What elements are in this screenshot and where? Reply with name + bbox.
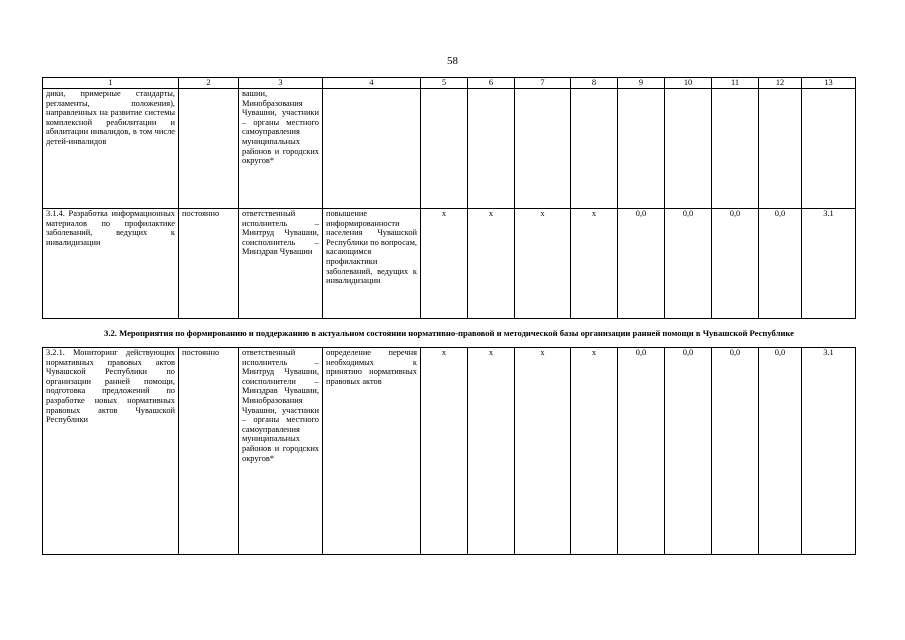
value-cell: 0,0 [712,209,759,319]
value-cell: 0,0 [618,209,665,319]
executor-cell: ответственный исполнитель – Минтруд Чувашии, соисполнители – Минздрав Чувашии, Минобразования Чувашии, участники – органы местного самоуправления муниципальных районов и городских округов* [239,348,323,555]
col-header-6: 6 [468,78,515,89]
indicator-ref-cell: 3.1 [802,348,856,555]
value-cell: 0,0 [712,348,759,555]
section-heading-row [43,319,856,348]
table-row-continued [43,89,856,209]
value-cell: х [421,348,468,555]
col-header-3: 3 [239,78,323,89]
measure-cell: 3.2.1. Мониторинг действующих нормативных правовых актов Чувашской Республики по организации ранней помощи, подготовка предложений по разработке новых нормативных правовых актов Чувашской Республики [43,348,179,555]
col-header-5: 5 [421,78,468,89]
value-cell: х [468,348,515,555]
value-cell: х [515,209,571,319]
period-cell: постоянно [179,209,239,319]
value-cell: х [571,348,618,555]
col-header-1: 1 [43,78,179,89]
measure-cell: дики, примерные стандарты, регламенты, положения), направленных на развитие системы комплексной реабилитации и абилитации инвалидов, в том числе детей-инвалидов [43,89,179,209]
column-number-row [43,78,856,89]
value-cell: 0,0 [759,209,802,319]
executor-cell: вашии, Минобразования Чувашии, участники – органы местного самоуправления муниципальных районов и городских округов* [239,89,323,209]
indicator-ref-cell: 3.1 [802,209,856,319]
col-header-9: 9 [618,78,665,89]
col-header-10: 10 [665,78,712,89]
col-header-4: 4 [323,78,421,89]
page-number: 58 [447,55,458,67]
value-cell: 0,0 [665,348,712,555]
value-cell: х [571,209,618,319]
result-cell: повышение информированности населения Чувашской Республики по вопросам, касающимся профилактики заболеваний, ведущих к инвалидизации [323,209,421,319]
value-cell: 0,0 [665,209,712,319]
col-header-12: 12 [759,78,802,89]
col-header-7: 7 [515,78,571,89]
value-cell: х [421,209,468,319]
table-row-3-2-1 [43,348,856,555]
result-cell: определение перечня необходимых к принятию нормативных правовых актов [323,348,421,555]
col-header-2: 2 [179,78,239,89]
executor-cell: ответственный исполнитель – Минтруд Чувашии, соисполнитель – Минздрав Чувашии [239,209,323,319]
col-header-13: 13 [802,78,856,89]
col-header-11: 11 [712,78,759,89]
col-header-8: 8 [571,78,618,89]
value-cell: х [515,348,571,555]
value-cell: 0,0 [618,348,665,555]
period-cell: постоянно [179,348,239,555]
measure-cell: 3.1.4. Разработка информационных материалов по профилактике заболеваний, ведущих к инвалидизации [43,209,179,319]
table-row-3-1-4 [43,209,856,319]
section-heading: 3.2. Мероприятия по формированию и поддержанию в актуальном состоянии нормативно-правовой и методической базы организации ранней помощи в Чувашской Республике [43,319,856,348]
measures-table [42,77,856,555]
value-cell: 0,0 [759,348,802,555]
value-cell: х [468,209,515,319]
